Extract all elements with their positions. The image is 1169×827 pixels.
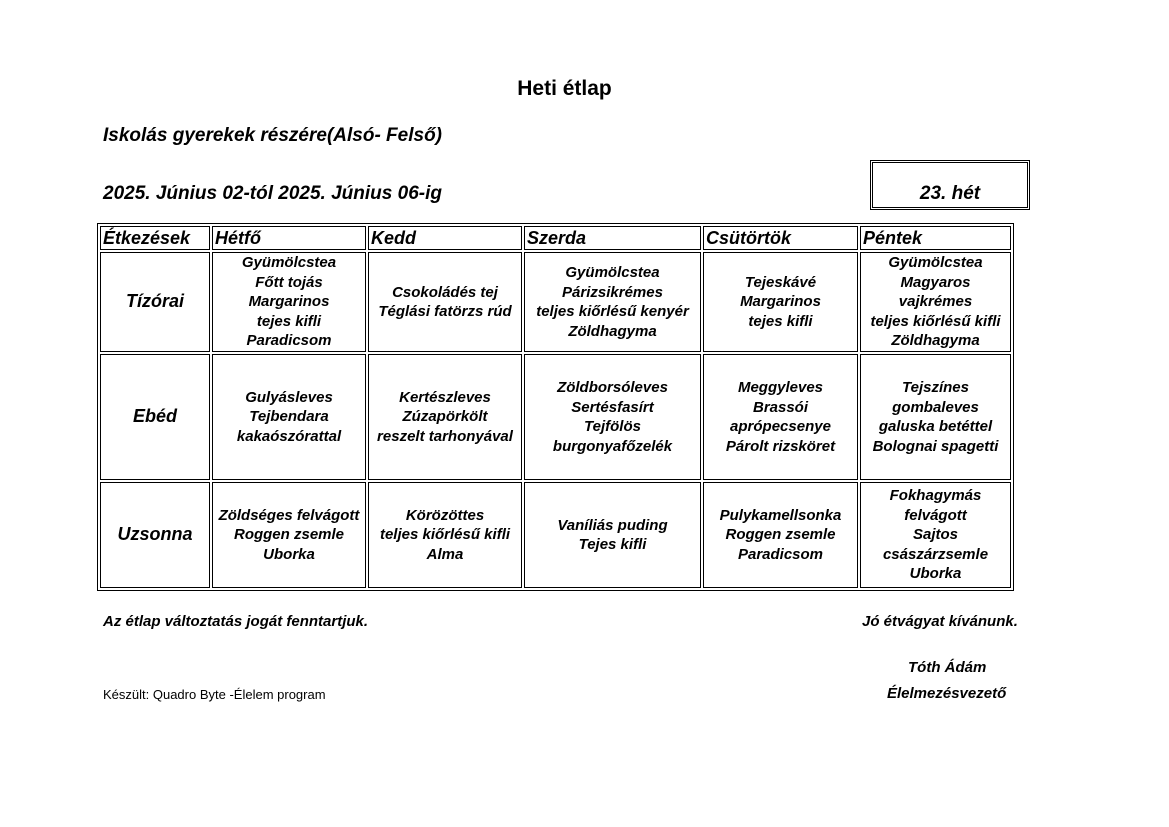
menu-cell xyxy=(368,354,522,480)
menu-item: Gyümölcstea xyxy=(888,254,983,272)
header-wednesday: Szerda xyxy=(524,226,701,250)
menu-item: Tejszínes xyxy=(902,379,969,396)
menu-cell xyxy=(860,354,1011,480)
menu-item: Bolognai spagetti xyxy=(872,437,999,455)
meal-label: Tízórai xyxy=(100,252,210,352)
menu-item: Zöldborsóleves xyxy=(557,379,668,396)
menu-item: Brassói xyxy=(752,398,809,416)
menu-item: Tejfölös xyxy=(584,418,641,435)
signature-name: Tóth Ádám xyxy=(908,659,987,676)
menu-item: reszelt tarhonyával xyxy=(377,427,513,445)
menu-item: Paradicsom xyxy=(737,545,824,563)
menu-item: Gulyásleves xyxy=(245,388,333,406)
menu-cell xyxy=(524,354,701,480)
menu-item: Magyaros xyxy=(900,273,971,291)
menu-item: teljes kiőrlésű kenyér xyxy=(536,303,689,320)
menu-item: Sajtos xyxy=(912,526,958,544)
menu-item: Meggyleves xyxy=(737,379,824,396)
table-row xyxy=(100,354,1011,480)
menu-cell xyxy=(368,482,522,588)
menu-cell xyxy=(703,482,858,588)
menu-item: Fokhagymás xyxy=(889,487,982,505)
menu-item: kakaószórattal xyxy=(236,427,342,445)
menu-cell xyxy=(212,354,366,480)
menu-item: Sertésfasírt xyxy=(571,398,654,416)
menu-item: teljes kiőrlésű kifli xyxy=(379,526,511,544)
footer-credit: Készült: Quadro Byte -Élelem program xyxy=(103,687,326,702)
menu-item: Párizsikrémes xyxy=(562,283,663,301)
menu-item: burgonyafőzelék xyxy=(552,437,673,455)
header-thursday: Csütörtök xyxy=(703,226,858,250)
menu-item: tejes kifli xyxy=(748,312,813,330)
menu-item: Roggen zsemle xyxy=(725,526,836,544)
menu-item: Margarinos xyxy=(740,293,821,311)
menu-item: Csokoládés tej xyxy=(392,283,498,301)
menu-item: Tejeskávé xyxy=(744,273,817,291)
menu-item: aprópecsenye xyxy=(730,418,831,435)
menu-table xyxy=(97,223,1014,591)
menu-item: Gyümölcstea xyxy=(241,254,337,272)
menu-item: Gyümölcstea xyxy=(565,264,660,281)
menu-item: Margarinos xyxy=(248,293,330,311)
menu-item: vajkrémes xyxy=(898,293,973,311)
header-meals: Étkezések xyxy=(100,226,210,250)
menu-item: tejes kifli xyxy=(256,312,322,330)
table-header-row xyxy=(100,226,1011,250)
page-subtitle: Iskolás gyerekek részére(Alsó- Felső) xyxy=(103,125,443,146)
menu-item: Párolt rizsköret xyxy=(725,437,836,455)
table-row xyxy=(100,482,1011,588)
menu-item: Zöldséges felvágott xyxy=(218,506,360,524)
menu-item: felvágott xyxy=(904,506,967,524)
menu-cell xyxy=(703,252,858,352)
page-title: Heti étlap xyxy=(517,77,612,100)
menu-item: Vaníliás puding xyxy=(557,516,668,534)
menu-item: Uborka xyxy=(909,565,962,583)
menu-item: Főtt tojás xyxy=(255,273,323,291)
menu-item: Tejbendara xyxy=(249,408,329,426)
signature-role: Élelmezésvezető xyxy=(887,685,1007,702)
meal-label: Uzsonna xyxy=(100,482,210,588)
menu-cell xyxy=(860,482,1011,588)
week-box xyxy=(870,160,1030,210)
menu-item: Körözöttes xyxy=(405,506,485,524)
menu-item: galuska betéttel xyxy=(878,418,993,435)
menu-item: gombaleves xyxy=(892,398,979,416)
disclaimer-note: Az étlap változtatás jogát fenntartjuk. xyxy=(103,613,369,630)
menu-cell xyxy=(524,252,701,352)
header-monday: Hétfő xyxy=(212,226,366,250)
menu-cell xyxy=(860,252,1011,352)
menu-item: teljes kiőrlésű kifli xyxy=(870,312,1001,330)
menu-item: Pulykamellsonka xyxy=(719,506,842,524)
menu-item: Zöldhagyma xyxy=(568,322,657,340)
menu-item: császárzsemle xyxy=(882,545,989,563)
menu-item: Uborka xyxy=(263,545,315,563)
menu-item: Tejes kifli xyxy=(578,536,647,553)
menu-cell xyxy=(703,354,858,480)
menu-item: Paradicsom xyxy=(246,332,332,350)
greeting-note: Jó étvágyat kívánunk. xyxy=(862,613,1018,630)
week-label: 23. hét xyxy=(919,183,981,204)
menu-item: Alma xyxy=(426,545,464,563)
menu-cell xyxy=(212,252,366,352)
menu-item: Kertészleves xyxy=(399,388,491,406)
date-range: 2025. Június 02-tól 2025. Június 06-ig xyxy=(103,183,442,204)
menu-item: Zúzapörkölt xyxy=(402,408,488,426)
header-friday: Péntek xyxy=(860,226,1011,250)
table-row xyxy=(100,252,1011,352)
menu-cell xyxy=(212,482,366,588)
meal-label: Ebéd xyxy=(100,354,210,480)
menu-item: Téglási fatörzs rúd xyxy=(378,303,512,320)
header-tuesday: Kedd xyxy=(368,226,522,250)
menu-cell xyxy=(368,252,522,352)
menu-item: Zöldhagyma xyxy=(891,332,980,350)
menu-item: Roggen zsemle xyxy=(233,526,345,544)
menu-cell xyxy=(524,482,701,588)
